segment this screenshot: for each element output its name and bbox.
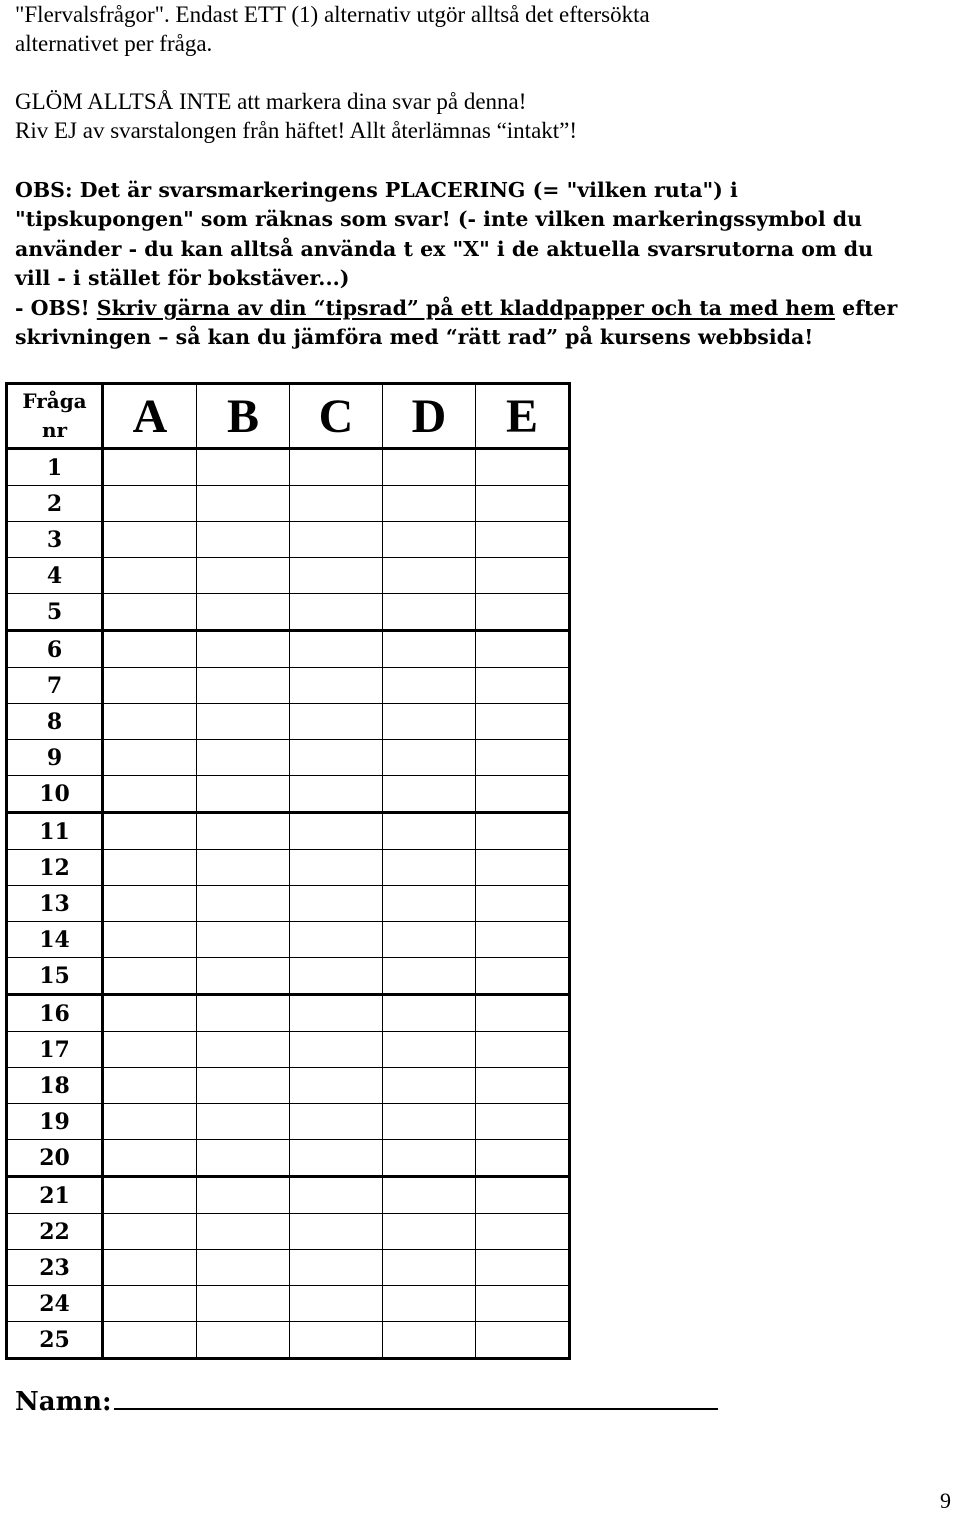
answer-box-b[interactable] <box>197 558 290 594</box>
obs-line-5 <box>15 294 945 324</box>
answer-box-e[interactable] <box>476 1214 570 1250</box>
table-row <box>7 1322 570 1359</box>
answer-box-a[interactable] <box>103 995 197 1032</box>
answer-box-a[interactable] <box>103 1140 197 1177</box>
table-row <box>7 558 570 594</box>
obs-suffix: efter <box>834 296 898 320</box>
intro-line-2: alternativet per fråga. <box>15 31 213 56</box>
answer-box-e[interactable] <box>476 1032 570 1068</box>
answer-box-c[interactable] <box>290 594 383 631</box>
answer-box-c[interactable] <box>290 449 383 486</box>
answer-box-a[interactable] <box>103 958 197 995</box>
question-number: 8 <box>7 704 103 740</box>
table-row <box>7 995 570 1032</box>
answer-box-d[interactable] <box>383 631 476 668</box>
answer-box-a[interactable] <box>103 1214 197 1250</box>
column-header-b: B <box>197 384 290 449</box>
answer-box-c[interactable] <box>290 1068 383 1104</box>
answer-box-c[interactable] <box>290 1214 383 1250</box>
answer-box-b[interactable] <box>197 995 290 1032</box>
answer-box-b[interactable] <box>197 1140 290 1177</box>
question-number: 4 <box>7 558 103 594</box>
answer-box-b[interactable] <box>197 631 290 668</box>
column-header-a: A <box>103 384 197 449</box>
answer-box-d[interactable] <box>383 1068 476 1104</box>
answer-box-b[interactable] <box>197 1104 290 1140</box>
table-row <box>7 1250 570 1286</box>
answer-box-b[interactable] <box>197 1032 290 1068</box>
table-row <box>7 850 570 886</box>
question-number: 3 <box>7 522 103 558</box>
table-row <box>7 704 570 740</box>
answer-box-a[interactable] <box>103 668 197 704</box>
answer-box-e[interactable] <box>476 1104 570 1140</box>
answer-box-b[interactable] <box>197 449 290 486</box>
answer-box-b[interactable] <box>197 922 290 958</box>
answer-box-e[interactable] <box>476 558 570 594</box>
answer-box-d[interactable] <box>383 850 476 886</box>
answer-box-c[interactable] <box>290 1032 383 1068</box>
answer-box-c[interactable] <box>290 1140 383 1177</box>
answer-box-a[interactable] <box>103 1250 197 1286</box>
answer-box-d[interactable] <box>383 486 476 522</box>
answer-box-a[interactable] <box>103 886 197 922</box>
question-number: 5 <box>7 594 103 631</box>
answer-box-d[interactable] <box>383 813 476 850</box>
obs-prefix: - OBS! <box>15 296 97 320</box>
name-label: Namn: <box>15 1387 112 1417</box>
answer-box-a[interactable] <box>103 594 197 631</box>
answer-box-e[interactable] <box>476 776 570 813</box>
answer-box-b[interactable] <box>197 522 290 558</box>
answer-box-d[interactable] <box>383 886 476 922</box>
answer-box-c[interactable] <box>290 1177 383 1214</box>
column-header-e: E <box>476 384 570 449</box>
answer-box-a[interactable] <box>103 1032 197 1068</box>
name-field <box>15 1386 718 1417</box>
answer-box-c[interactable] <box>290 1104 383 1140</box>
answer-box-e[interactable] <box>476 1322 570 1359</box>
table-row <box>7 631 570 668</box>
obs-underlined-text: Skriv gärna av din “tipsrad” på ett kladdpapper och ta med hem <box>96 296 835 320</box>
answer-box-e[interactable] <box>476 1286 570 1322</box>
page-number: 9 <box>940 1488 951 1513</box>
answer-box-b[interactable] <box>197 486 290 522</box>
answer-box-c[interactable] <box>290 522 383 558</box>
question-number: 23 <box>7 1250 103 1286</box>
answer-box-b[interactable] <box>197 776 290 813</box>
answer-box-a[interactable] <box>103 850 197 886</box>
answer-box-c[interactable] <box>290 1286 383 1322</box>
answer-box-a[interactable] <box>103 813 197 850</box>
table-row <box>7 449 570 486</box>
answer-box-b[interactable] <box>197 1214 290 1250</box>
answer-box-c[interactable] <box>290 558 383 594</box>
answer-box-a[interactable] <box>103 922 197 958</box>
answer-box-e[interactable] <box>476 740 570 776</box>
answer-box-a[interactable] <box>103 1286 197 1322</box>
answer-box-b[interactable] <box>197 850 290 886</box>
table-row <box>7 1104 570 1140</box>
answer-box-d[interactable] <box>383 668 476 704</box>
answer-box-d[interactable] <box>383 1104 476 1140</box>
answer-box-b[interactable] <box>197 1322 290 1359</box>
question-number: 1 <box>7 449 103 486</box>
question-number: 18 <box>7 1068 103 1104</box>
answer-box-c[interactable] <box>290 740 383 776</box>
answer-box-e[interactable] <box>476 886 570 922</box>
answer-grid-header <box>7 384 570 449</box>
answer-box-d[interactable] <box>383 1214 476 1250</box>
table-row <box>7 668 570 704</box>
answer-box-d[interactable] <box>383 1140 476 1177</box>
answer-box-e[interactable] <box>476 813 570 850</box>
answer-box-e[interactable] <box>476 850 570 886</box>
answer-box-a[interactable] <box>103 631 197 668</box>
question-number: 14 <box>7 922 103 958</box>
question-number: 7 <box>7 668 103 704</box>
table-row <box>7 776 570 813</box>
intro-line-3: GLÖM ALLTSÅ INTE att markera dina svar på denna! <box>15 89 527 114</box>
question-number: 13 <box>7 886 103 922</box>
answer-box-d[interactable] <box>383 922 476 958</box>
answer-box-e[interactable] <box>476 704 570 740</box>
answer-box-c[interactable] <box>290 1250 383 1286</box>
answer-box-d[interactable] <box>383 740 476 776</box>
question-number-header <box>7 384 103 449</box>
answer-box-d[interactable] <box>383 1177 476 1214</box>
answer-box-d[interactable] <box>383 1032 476 1068</box>
answer-box-a[interactable] <box>103 449 197 486</box>
answer-box-a[interactable] <box>103 1177 197 1214</box>
table-row <box>7 522 570 558</box>
question-number: 24 <box>7 1286 103 1322</box>
answer-box-a[interactable] <box>103 1104 197 1140</box>
answer-box-b[interactable] <box>197 740 290 776</box>
answer-box-c[interactable] <box>290 776 383 813</box>
answer-box-e[interactable] <box>476 1140 570 1177</box>
obs-line-1: OBS: Det är svarsmarkeringens PLACERING (= "vilken ruta") i <box>15 178 738 202</box>
answer-box-b[interactable] <box>197 704 290 740</box>
answer-box-c[interactable] <box>290 995 383 1032</box>
obs-line-4: vill - i stället för bokstäver...) <box>15 266 350 290</box>
question-number: 20 <box>7 1140 103 1177</box>
answer-box-a[interactable] <box>103 558 197 594</box>
answer-box-c[interactable] <box>290 958 383 995</box>
answer-box-e[interactable] <box>476 522 570 558</box>
answer-box-d[interactable] <box>383 1286 476 1322</box>
answer-box-d[interactable] <box>383 704 476 740</box>
answer-box-b[interactable] <box>197 1250 290 1286</box>
table-row <box>7 922 570 958</box>
answer-box-e[interactable] <box>476 922 570 958</box>
question-number: 16 <box>7 995 103 1032</box>
answer-box-d[interactable] <box>383 1322 476 1359</box>
answer-grid <box>5 382 571 1360</box>
answer-box-d[interactable] <box>383 776 476 813</box>
question-number-header-text: Fråga nr <box>22 389 87 442</box>
answer-box-c[interactable] <box>290 813 383 850</box>
obs-line-3: använder - du kan alltså använda t ex "X" i de aktuella svarsrutorna om du <box>15 237 874 261</box>
answer-box-c[interactable] <box>290 486 383 522</box>
answer-box-b[interactable] <box>197 668 290 704</box>
question-number: 6 <box>7 631 103 668</box>
answer-box-a[interactable] <box>103 522 197 558</box>
intro-line-4: Riv EJ av svarstalongen från häftet! Allt återlämnas “intakt”! <box>15 118 578 143</box>
question-number: 10 <box>7 776 103 813</box>
answer-box-a[interactable] <box>103 486 197 522</box>
table-row <box>7 1068 570 1104</box>
obs-line-6: skrivningen – så kan du jämföra med “rätt rad” på kursens webbsida! <box>15 325 814 349</box>
table-row <box>7 740 570 776</box>
answer-box-c[interactable] <box>290 886 383 922</box>
answer-box-e[interactable] <box>476 668 570 704</box>
answer-box-d[interactable] <box>383 594 476 631</box>
intro-line-1: "Flervalsfrågor". Endast ETT (1) alternativ utgör alltså det eftersökta <box>15 2 650 27</box>
question-number: 9 <box>7 740 103 776</box>
answer-box-e[interactable] <box>476 958 570 995</box>
answer-box-e[interactable] <box>476 449 570 486</box>
answer-box-e[interactable] <box>476 594 570 631</box>
table-row <box>7 886 570 922</box>
name-signature-line[interactable] <box>114 1386 718 1410</box>
answer-box-b[interactable] <box>197 594 290 631</box>
answer-box-e[interactable] <box>476 1177 570 1214</box>
question-number: 11 <box>7 813 103 850</box>
answer-box-d[interactable] <box>383 1250 476 1286</box>
question-number: 21 <box>7 1177 103 1214</box>
column-header-d: D <box>383 384 476 449</box>
answer-box-c[interactable] <box>290 631 383 668</box>
table-row <box>7 1140 570 1177</box>
table-row <box>7 1177 570 1214</box>
answer-box-b[interactable] <box>197 958 290 995</box>
table-row <box>7 958 570 995</box>
answer-box-c[interactable] <box>290 668 383 704</box>
answer-box-a[interactable] <box>103 776 197 813</box>
question-number: 15 <box>7 958 103 995</box>
answer-box-a[interactable] <box>103 740 197 776</box>
table-row <box>7 594 570 631</box>
table-row <box>7 1286 570 1322</box>
table-row <box>7 486 570 522</box>
answer-box-c[interactable] <box>290 704 383 740</box>
answer-box-b[interactable] <box>197 813 290 850</box>
question-number: 22 <box>7 1214 103 1250</box>
question-number: 12 <box>7 850 103 886</box>
answer-box-d[interactable] <box>383 449 476 486</box>
column-header-c: C <box>290 384 383 449</box>
table-row <box>7 1032 570 1068</box>
obs-line-2: "tipskupongen" som räknas som svar! (- inte vilken markeringssymbol du <box>15 207 863 231</box>
answer-box-b[interactable] <box>197 1286 290 1322</box>
answer-box-c[interactable] <box>290 922 383 958</box>
answer-box-a[interactable] <box>103 1068 197 1104</box>
question-number: 25 <box>7 1322 103 1359</box>
answer-box-e[interactable] <box>476 1250 570 1286</box>
answer-box-b[interactable] <box>197 886 290 922</box>
answer-box-a[interactable] <box>103 1322 197 1359</box>
answer-box-b[interactable] <box>197 1177 290 1214</box>
table-row <box>7 1214 570 1250</box>
answer-box-e[interactable] <box>476 631 570 668</box>
answer-box-d[interactable] <box>383 558 476 594</box>
answer-box-e[interactable] <box>476 995 570 1032</box>
answer-box-d[interactable] <box>383 958 476 995</box>
answer-box-c[interactable] <box>290 850 383 886</box>
table-row <box>7 813 570 850</box>
question-number: 2 <box>7 486 103 522</box>
answer-box-b[interactable] <box>197 1068 290 1104</box>
question-number: 19 <box>7 1104 103 1140</box>
answer-box-d[interactable] <box>383 522 476 558</box>
answer-box-a[interactable] <box>103 704 197 740</box>
answer-box-c[interactable] <box>290 1322 383 1359</box>
answer-box-d[interactable] <box>383 995 476 1032</box>
answer-box-e[interactable] <box>476 1068 570 1104</box>
answer-box-e[interactable] <box>476 486 570 522</box>
question-number: 17 <box>7 1032 103 1068</box>
